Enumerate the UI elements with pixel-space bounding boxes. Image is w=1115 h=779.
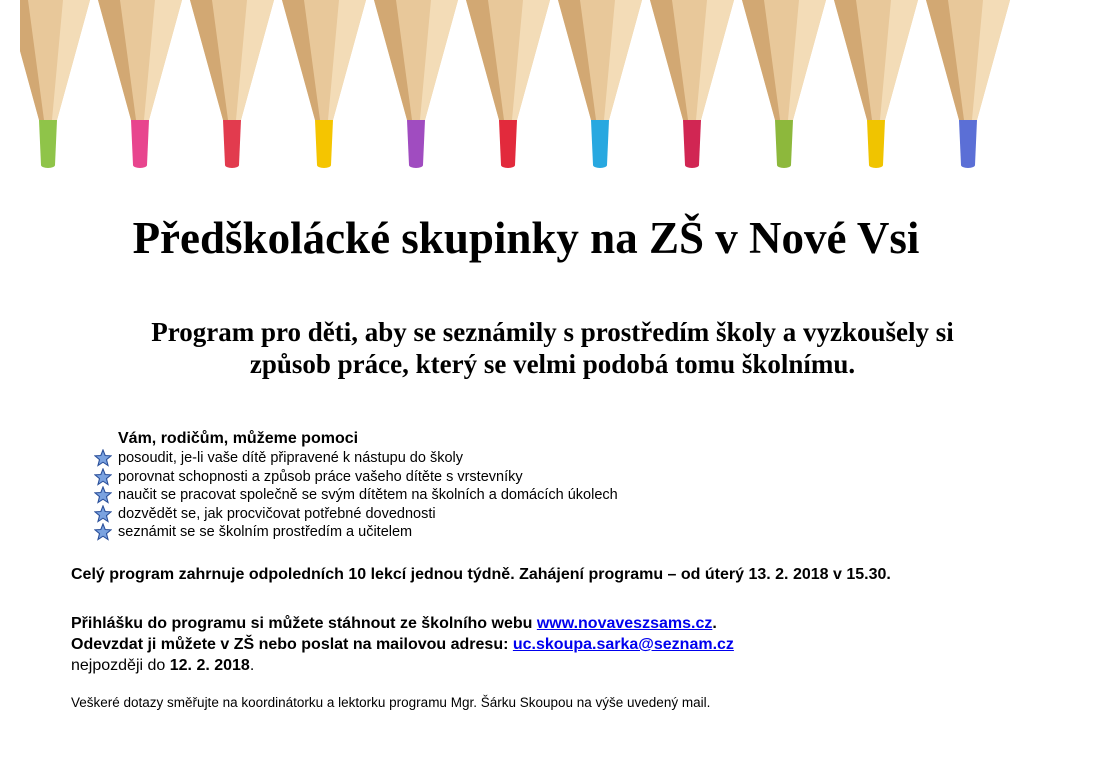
pencil-tip	[558, 0, 642, 168]
list-item-text: naučit se pracovat společně se svým dítětem na školních a domácích úkolech	[118, 487, 618, 503]
subtitle-line-1: Program pro děti, aby se seznámily s prostředím školy a vyzkoušely si	[151, 317, 954, 347]
list-item	[94, 449, 618, 468]
pencil-tip	[926, 0, 1010, 168]
pencil-tip	[190, 0, 274, 168]
signup-submit-text: Odevzdat ji můžete v ZŠ nebo poslat na mailovou adresu:	[71, 636, 513, 653]
subtitle	[60, 316, 1045, 380]
signup-info	[71, 613, 734, 676]
pencil-tip	[834, 0, 918, 168]
pencil-tip	[374, 0, 458, 168]
star-bullet-icon	[94, 505, 112, 523]
program-info: Celý program zahrnuje odpoledních 10 lekcí jednou týdně. Zahájení programu – od úterý 13. 2. 2018 v 15.30.	[71, 566, 891, 583]
star-bullet-icon	[94, 486, 112, 504]
list-item-text: porovnat schopnosti a způsob práce vašeho dítěte s vrstevníky	[118, 468, 523, 485]
pencil-tip	[650, 0, 734, 168]
list-item-text: posoudit, je-li vaše dítě připravené k nástupu do školy	[118, 450, 463, 466]
list-item	[94, 486, 618, 505]
page-title: Předškolácké skupinky na ZŠ v Nové Vsi	[132, 213, 920, 263]
signup-download-text: Přihlášku do programu si můžete stáhnout ze školního webu	[71, 615, 537, 632]
list-item	[94, 523, 618, 542]
deadline-date: 12. 2. 2018	[169, 657, 250, 674]
email-link[interactable]: uc.skoupa.sarka@seznam.cz	[512, 636, 734, 653]
pencil-tip	[742, 0, 826, 168]
signup-line-2	[71, 634, 734, 655]
list-item	[94, 468, 618, 487]
list-item-text: dozvědět se, jak procvičovat potřebné dovednosti	[118, 505, 436, 522]
help-heading: Vám, rodičům, můžeme pomoci	[118, 430, 359, 447]
list-item	[94, 505, 618, 524]
subtitle-line-2: způsob práce, který se velmi podobá tomu školnímu.	[249, 349, 856, 379]
contact-note: Veškeré dotazy směřujte na koordinátorku a lektorku programu Mgr. Šárku Skoupou na výše uvedený mail.	[71, 695, 711, 710]
pencil-tip	[282, 0, 366, 168]
list-item-text: seznámit se se školním prostředím a učitelem	[118, 524, 413, 540]
star-bullet-icon	[94, 468, 112, 486]
signup-line-1-end: .	[712, 615, 717, 632]
pencil-tip	[98, 0, 182, 168]
signup-line-1	[71, 613, 734, 634]
colored-pencils-banner	[20, 0, 1090, 190]
star-bullet-icon	[94, 523, 112, 541]
star-bullet-icon	[94, 449, 112, 467]
deadline-label: nejpozději do	[71, 657, 170, 674]
pencil-tip	[20, 0, 90, 168]
school-web-link[interactable]: www.novaveszsams.cz	[536, 615, 713, 632]
pencil-tip	[466, 0, 550, 168]
deadline-end: .	[249, 657, 255, 674]
help-list	[94, 449, 618, 542]
signup-line-3	[71, 655, 734, 676]
